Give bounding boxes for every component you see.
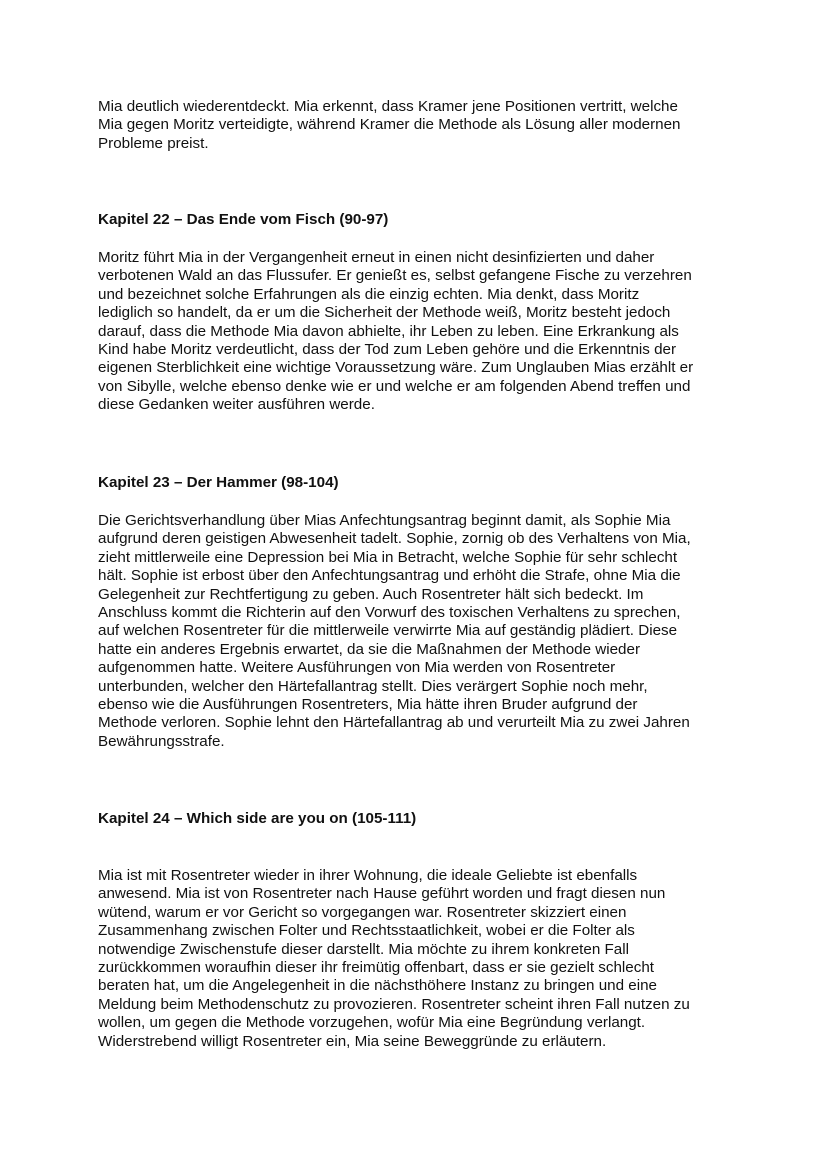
chapter-23-paragraph: Die Gerichtsverhandlung über Mias Anfechtungsantrag beginnt damit, als Sophie Mia aufgrund deren geistigen Abwesenheit tadelt. Sophie, zornig ob des Verhaltens von Mia, zieht mittlerweile eine Depression bei Mia in Betracht, welche Sophie für sehr schlecht hält. Sophie ist erbost über den Anfechtungsantrag und erhöht die Strafe, ohne Mia die Gelegenheit zur Rechtfertigung zu geben. Auch Rosentreter hält sich bedeckt. Im Anschluss kommt die Richterin auf den Vorwurf des toxischen Verhaltens zu sprechen, auf welchen Rosentreter für die mittlerweile verwirrte Mia auf geständig plädiert. Diese hatte ein anderes Ergebnis erwartet, da sie die Maßnahmen der Methode wieder aufgenommen hatte. Weitere Ausführungen von Mia werden von Rosentreter unterbunden, welcher den Härtefallantrag stellt. Dies verärgert Sophie noch mehr, ebenso wie die Ausführungen Rosentreters, Mia hätte ihren Bruder aufgrund der Methode verloren. Sophie lehnt den Härtefallantrag ab und verurteilt Mia zu zwei Jahren Bewährungsstrafe. bbox=[98, 512, 691, 750]
chapter-22-paragraph: Moritz führt Mia in der Vergangenheit erneut in einen nicht desinfizierten und daher verbotenen Wald an das Flussufer. Er genießt es, selbst gefangene Fische zu verzehren und bezeichnet solche Erfahrungen als die einzig echten. Mia denkt, dass Moritz lediglich so handelt, da er um die Sicherheit der Methode weiß, Moritz besteht jedoch darauf, dass die Methode Mia davon abhielte, ihr Leben zu leben. Eine Erkrankung als Kind habe Moritz verdeutlicht, dass der Tod zum Leben gehöre und die Erkenntnis der eigenen Sterblichkeit eine wichtige Voraussetzung wäre. Zum Unglauben Mias erzählt er von Sibylle, welche ebenso denke wie er und welche er am folgenden Abend treffen und diese Gedanken weiter ausführen werde. bbox=[98, 249, 694, 414]
chapter-23-heading: Kapitel 23 – Der Hammer (98-104) bbox=[98, 474, 339, 491]
chapter-24-paragraph: Mia ist mit Rosentreter wieder in ihrer Wohnung, die ideale Geliebte ist ebenfalls anwesend. Mia ist von Rosentreter nach Hause geführt worden und fragt diesen nun wütend, warum er vor Gericht so vorgegangen war. Rosentreter skizziert einen Zusammenhang zwischen Folter und Rechtsstaatlichkeit, wobei er die Folter als notwendige Zwischenstufe dieser darstellt. Mia möchte zu ihrem konkreten Fall zurückkommen woraufhin dieser ihr freimütig offenbart, dass er sie gezielt schlecht beraten hat, um die Angelegenheit in die nächsthöhere Instanz zu bringen und eine Meldung beim Methodenschutz zu provozieren. Rosentreter scheint ihren Fall nutzen zu wollen, um gegen die Methode vorzugehen, wofür Mia eine Begründung verlangt. Widerstrebend willigt Rosentreter ein, Mia seine Beweggründe zu erläutern. bbox=[98, 867, 690, 1050]
chapter-22-heading: Kapitel 22 – Das Ende vom Fisch (90-97) bbox=[98, 211, 389, 228]
intro-paragraph: Mia deutlich wiederentdeckt. Mia erkennt, dass Kramer jene Positionen vertritt, welche Mia gegen Moritz verteidigte, während Kramer die Methode als Lösung aller modernen Probleme preist. bbox=[98, 98, 681, 152]
chapter-24-heading: Kapitel 24 – Which side are you on (105-111) bbox=[98, 810, 417, 827]
